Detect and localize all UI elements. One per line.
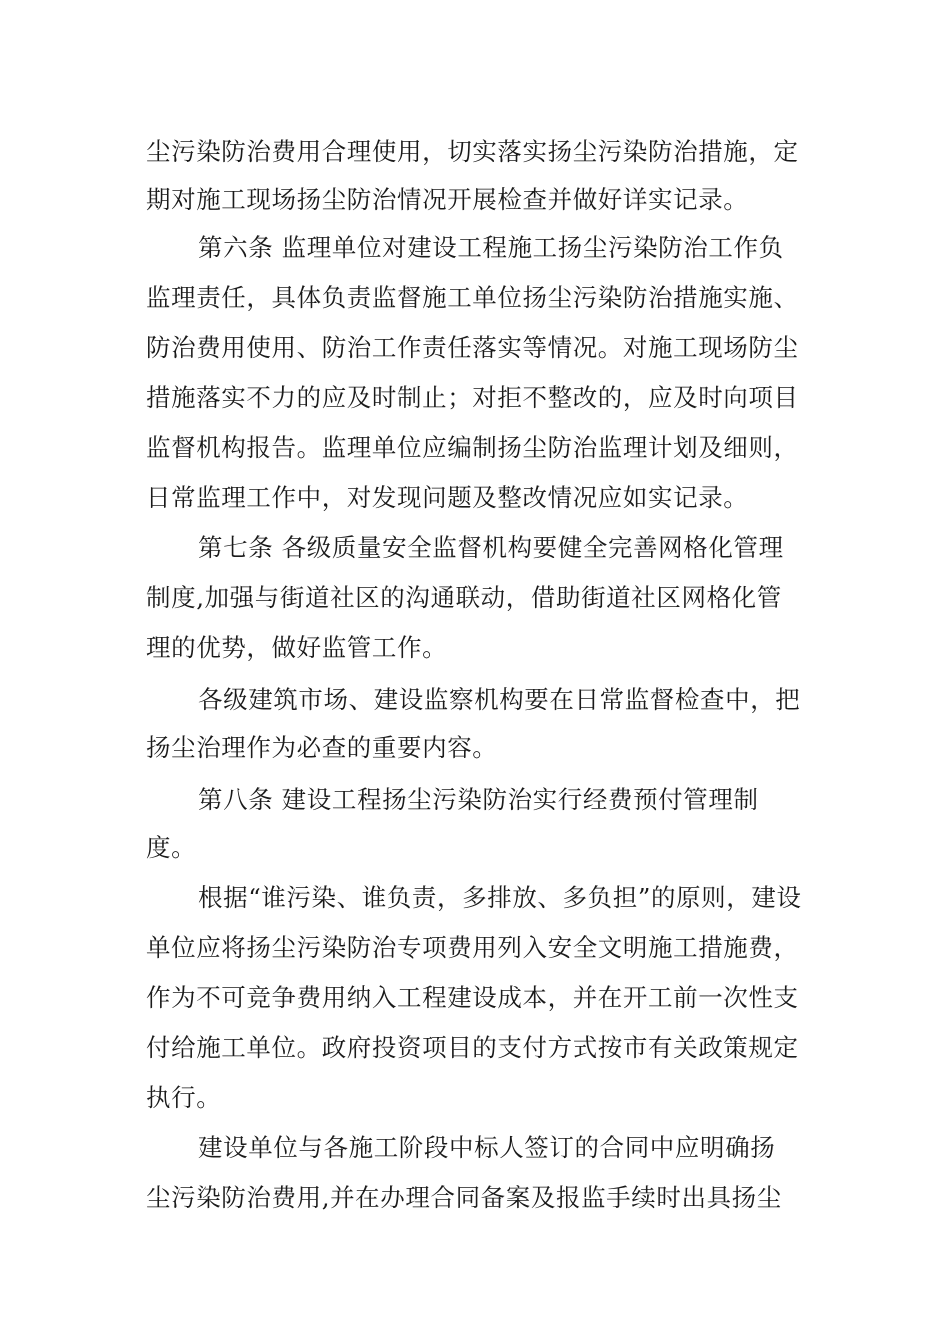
text-line: 作为不可竞争费用纳入工程建设成本，并在开工前一次性支	[146, 983, 799, 1012]
text-line: 日常监理工作中，对发现问题及整改情况应如实记录。	[146, 483, 749, 512]
paragraph-start-line: 建设单位与各施工阶段中标人签订的合同中应明确扬	[198, 1133, 776, 1162]
text-line: 期对施工现场扬尘防治情况开展检查并做好详实记录。	[146, 185, 749, 214]
text-line: 尘污染防治费用合理使用，切实落实扬尘污染防治措施，定	[146, 137, 799, 166]
text-line: 执行。	[146, 1083, 222, 1112]
article-6-heading-line: 第六条 监理单位对建设工程施工扬尘污染防治工作负	[198, 233, 784, 262]
text-line: 度。	[146, 833, 197, 862]
text-line: 措施落实不力的应及时制止；对拒不整改的，应及时向项目	[146, 383, 799, 412]
article-7-heading-line: 第七条 各级质量安全监督机构要健全完善网格化管理	[198, 533, 784, 562]
text-line: 尘污染防治费用,并在办理合同备案及报监手续时出具扬尘	[146, 1183, 782, 1212]
text-line: 扬尘治理作为必查的重要内容。	[146, 733, 498, 762]
text-line: 防治费用使用、防治工作责任落实等情况。对施工现场防尘	[146, 333, 799, 362]
text-line: 监理责任，具体负责监督施工单位扬尘污染防治措施实施、	[146, 283, 799, 312]
text-line: 制度,加强与街道社区的沟通联动，借助街道社区网格化管	[146, 583, 782, 612]
text-line: 理的优势，做好监管工作。	[146, 633, 448, 662]
article-8-heading-line: 第八条 建设工程扬尘污染防治实行经费预付管理制	[198, 785, 759, 814]
paragraph-start-line: 根据“谁污染、谁负责，多排放、多负担”的原则，建设	[198, 883, 802, 912]
text-line: 监督机构报告。监理单位应编制扬尘防治监理计划及细则，	[146, 433, 799, 462]
paragraph-start-line: 各级建筑市场、建设监察机构要在日常监督检查中，把	[198, 685, 801, 714]
text-line: 单位应将扬尘污染防治专项费用列入安全文明施工措施费，	[146, 933, 799, 962]
text-line: 付给施工单位。政府投资项目的支付方式按市有关政策规定	[146, 1033, 799, 1062]
